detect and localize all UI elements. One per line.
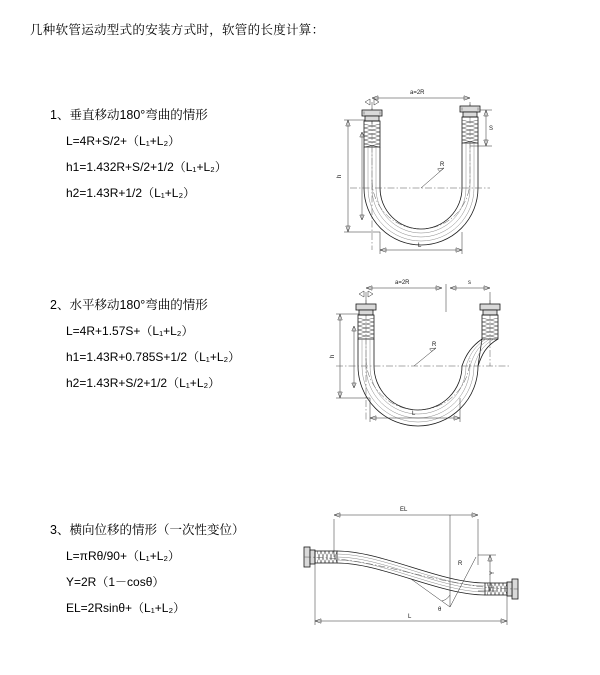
section-2-title: 2、水平移动180°弯曲的情形 <box>50 298 208 312</box>
section-2-text <box>50 295 310 400</box>
section-3-formula-2: Y=2R（1－cosθ） <box>66 575 165 589</box>
figure-2-horizontal-180-bend <box>310 270 530 450</box>
section-3-formula-1: L=πRθ/90+（L₁+L₂） <box>66 549 181 563</box>
svg-text:L: L <box>408 614 412 620</box>
section-3-title: 3、横向位移的情形（一次性变位） <box>50 523 245 537</box>
svg-text:L: L <box>412 411 416 417</box>
svg-text:R: R <box>440 162 445 168</box>
svg-text:h: h <box>337 174 343 178</box>
section-1-formula-2: h1=1.432R+S/2+1/2（L₁+L₂） <box>66 160 227 174</box>
section-2-formula-1: L=4R+1.57S+（L₁+L₂） <box>66 324 194 338</box>
svg-text:EL: EL <box>400 507 408 513</box>
page-title: 几种软管运动型式的安装方式时，软管的长度计算： <box>30 23 325 37</box>
section-1-title: 1、垂直移动180°弯曲的情形 <box>50 108 208 122</box>
svg-text:θ: θ <box>438 607 442 613</box>
svg-text:s: s <box>468 280 471 286</box>
section-1-formula-3: h2=1.43R+1/2（L₁+L₂） <box>66 186 196 200</box>
svg-text:S: S <box>489 126 494 132</box>
svg-text:Y: Y <box>490 570 496 575</box>
section-2-formula-3: h2=1.43R+S/2+1/2（L₁+L₂） <box>66 376 221 390</box>
figure-1-svg <box>310 80 530 280</box>
figure-2-svg <box>310 270 530 450</box>
section-2-formula-2: h1=1.43R+0.785S+1/2（L₁+L₂） <box>66 350 241 364</box>
svg-text:a=2R: a=2R <box>410 90 425 96</box>
figure-3-lateral-offset <box>290 495 550 635</box>
svg-text:L: L <box>418 243 422 249</box>
svg-text:h: h <box>330 354 336 358</box>
figure-3-svg <box>290 495 550 635</box>
svg-text:R: R <box>432 342 437 348</box>
figure-1-vertical-180-bend <box>310 80 530 280</box>
section-3-text <box>50 520 310 625</box>
section-1-text <box>50 105 310 210</box>
svg-text:R: R <box>458 561 463 567</box>
svg-text:a=2R: a=2R <box>395 280 410 286</box>
section-3-formula-3: EL=2Rsinθ+（L₁+L₂） <box>66 601 186 615</box>
section-1-formula-1: L=4R+S/2+（L₁+L₂） <box>66 134 181 148</box>
